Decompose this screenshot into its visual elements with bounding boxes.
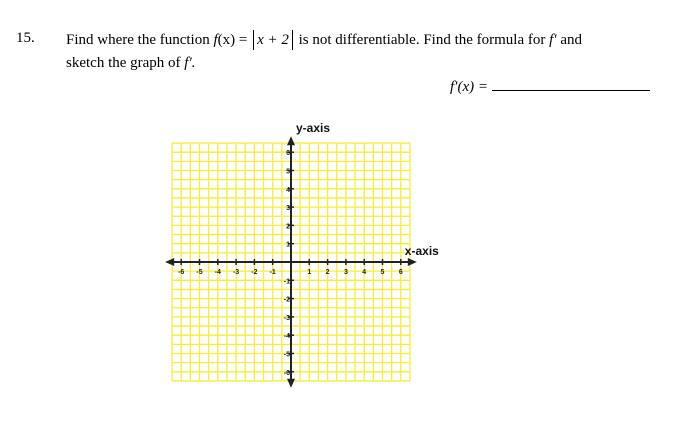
sentence-start: Find where the function <box>66 32 214 48</box>
y-tick-label: -3 <box>283 314 290 322</box>
y-tick-label: 2 <box>286 223 290 231</box>
derivative-symbol: f′ <box>549 32 557 48</box>
y-tick-label: -5 <box>283 351 290 359</box>
y-tick-label: 1 <box>286 241 290 249</box>
absolute-value-expression: x + 2 <box>253 30 293 50</box>
line2-derivative: f′. <box>184 55 196 71</box>
function-argument: (x) = <box>217 32 252 48</box>
y-tick-label: 3 <box>286 205 290 213</box>
x-tick-label: -1 <box>269 269 276 276</box>
y-tick-label: 4 <box>286 186 290 194</box>
word-and: and <box>560 32 582 48</box>
y-tick-label: -4 <box>283 333 290 341</box>
line2-start: sketch the graph of <box>66 55 185 71</box>
answer-label: f′(x) = <box>450 79 488 95</box>
y-tick-label: -6 <box>283 369 290 377</box>
x-tick-label: 3 <box>343 269 348 276</box>
x-tick-label: -5 <box>196 269 203 276</box>
x-tick-label: 5 <box>380 269 385 276</box>
function-name: f <box>213 32 218 48</box>
x-tick-label: -3 <box>232 269 240 276</box>
x-axis-arrow-left <box>165 258 174 266</box>
x-tick-label: 2 <box>325 269 330 276</box>
x-axis-arrow-right <box>408 258 417 266</box>
y-tick-label: 5 <box>286 168 290 176</box>
x-axis-label: x-axis <box>404 244 439 258</box>
y-axis-label: y-axis <box>296 121 331 136</box>
y-tick-label: 6 <box>286 150 290 158</box>
x-tick-label: -4 <box>214 269 221 276</box>
x-tick-label: 6 <box>398 269 403 276</box>
y-tick-label: -1 <box>283 278 290 286</box>
y-tick-label: -2 <box>283 296 290 304</box>
x-tick-label: 4 <box>362 269 367 276</box>
x-tick-label: -2 <box>251 269 258 276</box>
sentence-end: is not differentiable. Find the formula for <box>294 32 550 48</box>
y-axis-arrow-up <box>287 136 295 145</box>
question-number: 15. <box>16 30 35 46</box>
x-tick-label: -6 <box>178 269 185 276</box>
x-tick-label: 1 <box>307 269 312 276</box>
y-axis-arrow-down <box>287 379 295 388</box>
